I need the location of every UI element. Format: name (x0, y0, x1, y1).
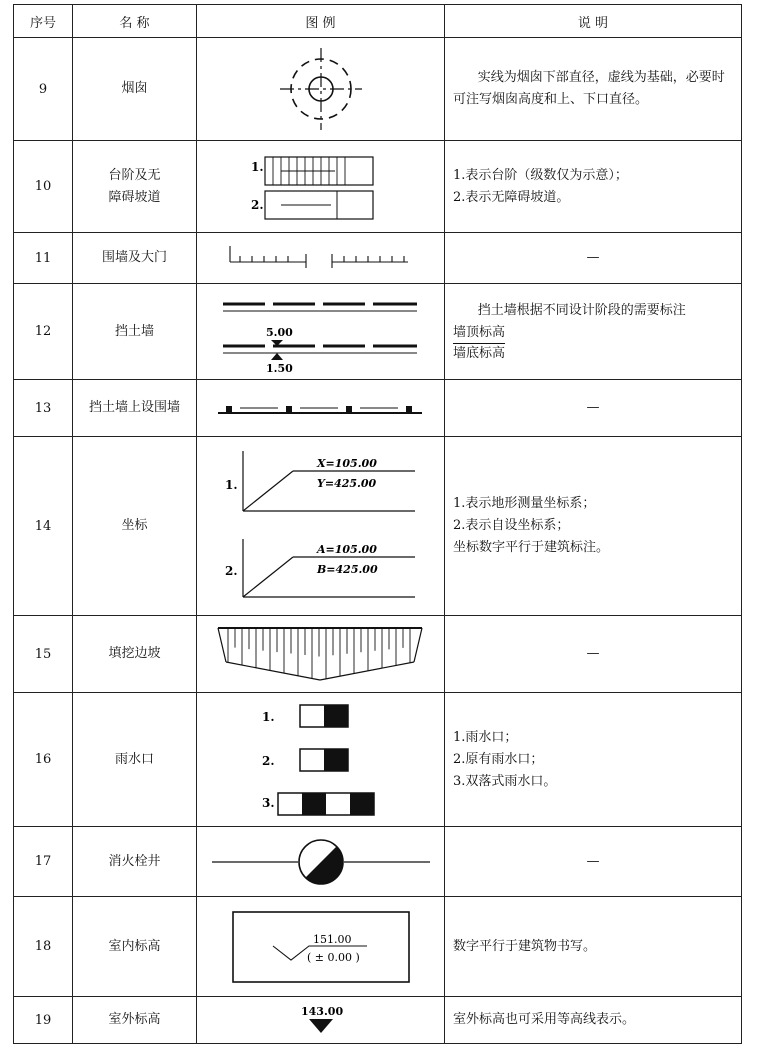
indoor-elevation-symbol (231, 910, 411, 984)
row-legend (197, 897, 445, 997)
table-row (14, 284, 742, 380)
row-legend (197, 616, 445, 693)
row-name-line-2: 障碍坡道 (108, 189, 161, 205)
row-desc-line-1: 1.雨水口； (453, 729, 518, 745)
row-num: 16 (14, 693, 73, 827)
row-desc: 数字平行于建筑物书写。 (445, 897, 742, 997)
row-legend (197, 437, 445, 616)
row-legend (197, 380, 445, 437)
coord-y-value: Y=425.00 (316, 477, 376, 490)
row-desc-line-3: 坐标数字平行于建筑标注。 (453, 540, 610, 555)
table-row (14, 693, 742, 827)
legend-label-2: 2. (261, 753, 275, 768)
row-desc-line-1: 挡土墙根据不同设计阶段的需要标注 (477, 302, 686, 318)
row-num: 13 (14, 380, 73, 437)
table-row (14, 897, 742, 997)
row-legend (197, 997, 445, 1044)
row-num: 18 (14, 897, 73, 997)
legend-label-1: 1. (224, 478, 238, 492)
legend-label-1: 1. (261, 709, 275, 724)
symbol-legend-table-page (13, 4, 741, 1046)
header-desc: 说 明 (445, 5, 742, 38)
indoor-elevation-value: 151.00 (312, 932, 351, 946)
row-desc: — (445, 233, 742, 284)
row-num: 10 (14, 141, 73, 233)
table-row (14, 141, 742, 233)
row-name: 消火栓井 (73, 827, 197, 897)
row-name: 室内标高 (73, 897, 197, 997)
legend-label-2: 2. (250, 197, 264, 212)
row-legend (197, 284, 445, 380)
row-desc (445, 693, 742, 827)
table-row (14, 827, 742, 897)
row-desc: 实线为烟囱下部直径，虚线为基础，必要时可注写烟囱高度和上、下口直径。 (445, 38, 742, 141)
row-num: 19 (14, 997, 73, 1044)
row-legend (197, 827, 445, 897)
cut-fill-slope-symbol (216, 622, 426, 686)
table-row (14, 997, 742, 1044)
coordinate-symbol (221, 441, 421, 611)
row-name: 雨水口 (73, 693, 197, 827)
row-legend (197, 141, 445, 233)
fire-hydrant-well-symbol (210, 836, 432, 888)
row-num: 9 (14, 38, 73, 141)
coord-a-value: A=105.00 (316, 543, 377, 556)
row-num: 15 (14, 616, 73, 693)
row-desc-numerator: 墙顶标高 (453, 323, 505, 344)
row-name: 挡土墙 (73, 284, 197, 380)
row-desc (445, 437, 742, 616)
table-header-row (14, 5, 742, 38)
legend-label-3: 3. (261, 795, 275, 810)
row-name: 室外标高 (73, 997, 197, 1044)
bottom-elevation-value: 1.50 (265, 361, 293, 374)
row-name: 烟囱 (73, 38, 197, 141)
row-desc-denominator: 墙底标高 (453, 345, 506, 361)
header-legend: 图 例 (197, 5, 445, 38)
row-desc (445, 141, 742, 233)
row-desc: — (445, 616, 742, 693)
row-desc: 室外标高也可采用等高线表示。 (445, 997, 742, 1044)
header-name: 名 称 (73, 5, 197, 38)
legend-label-1: 1. (250, 159, 264, 174)
symbol-legend-table (13, 4, 742, 1044)
table-row (14, 380, 742, 437)
row-legend (197, 693, 445, 827)
row-desc-line-2: 2.表示自设坐标系； (453, 518, 570, 533)
row-name: 填挖边坡 (73, 616, 197, 693)
legend-label-2: 2. (224, 564, 238, 578)
wall-fence-symbol (216, 397, 426, 419)
row-desc: — (445, 827, 742, 897)
row-name (73, 141, 197, 233)
row-desc-line-2: 2.表示无障碍坡道。 (453, 189, 570, 205)
row-name: 坐标 (73, 437, 197, 616)
fence-gate-symbol (228, 244, 414, 272)
row-desc-line-1: 1.表示地形测量坐标系； (453, 496, 596, 511)
table-row (14, 38, 742, 141)
indoor-elevation-relative: ( ± 0.00 ) (306, 950, 360, 964)
row-name: 挡土墙上设围墙 (73, 380, 197, 437)
coord-x-value: X=105.00 (316, 457, 377, 470)
table-row (14, 616, 742, 693)
retaining-wall-symbol (221, 290, 421, 374)
row-num: 11 (14, 233, 73, 284)
row-num: 14 (14, 437, 73, 616)
outdoor-elevation-value: 143.00 (300, 1005, 343, 1018)
row-num: 12 (14, 284, 73, 380)
rain-inlet-symbol (256, 701, 386, 819)
row-desc-line-2: 2.原有雨水口； (453, 751, 544, 767)
header-num: 序号 (14, 5, 73, 38)
table-row (14, 233, 742, 284)
row-desc: — (445, 380, 742, 437)
row-name: 围墙及大门 (73, 233, 197, 284)
chimney-symbol (276, 44, 366, 134)
row-legend (197, 233, 445, 284)
row-name-line-1: 台阶及无 (108, 167, 161, 183)
outdoor-elevation-symbol (291, 1003, 351, 1037)
row-num: 17 (14, 827, 73, 897)
row-desc-line-1: 1.表示台阶（级数仅为示意）； (453, 167, 628, 183)
row-desc (445, 284, 742, 380)
row-desc-line-3: 3.双落式雨水口。 (453, 773, 557, 789)
table-row (14, 437, 742, 616)
row-legend (197, 38, 445, 141)
top-elevation-value: 5.00 (265, 325, 293, 339)
steps-ramp-symbol (251, 149, 391, 225)
coord-b-value: B=425.00 (316, 563, 378, 576)
